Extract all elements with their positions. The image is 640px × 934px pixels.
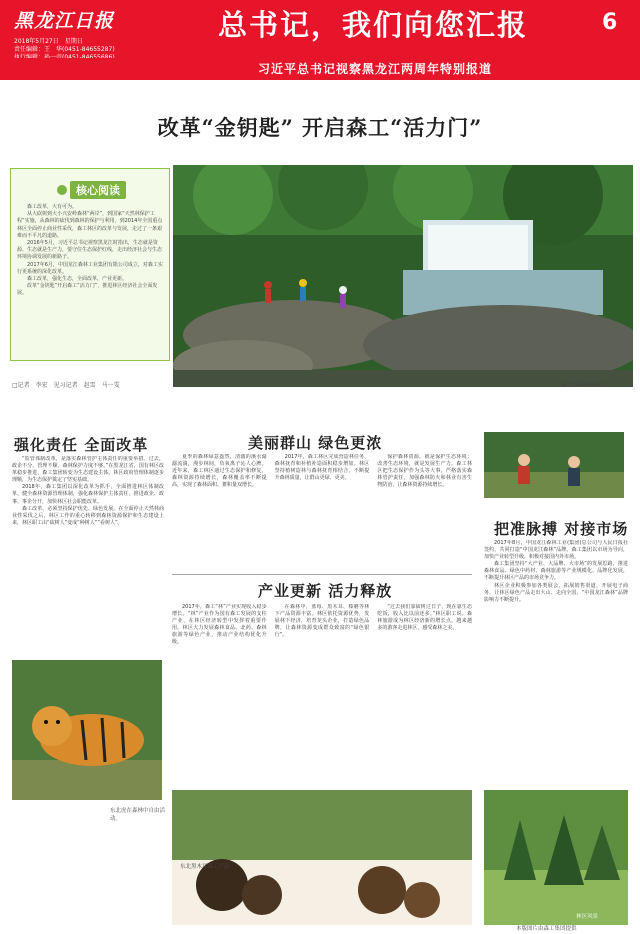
section-text-mountains [172, 454, 472, 572]
forest-product-image [172, 790, 472, 925]
paragraph: 在森林中，蓝莓、黑木耳、榛蘑等林下产品资源丰富。林区依托资源优势，发展林下经济，培育龙头企业，打造绿色品牌，让森林资源变成群众致富的“绿色银行”。 [274, 604, 370, 639]
core-reading-paragraph: 2017年6月，中国龙江森林工业集团有限公司成立，对森工实行更系统的深化改革。 [17, 261, 163, 275]
product-note: 东北黑木耳森工产品 [180, 864, 230, 870]
tiger-caption: 东北虎在森林中自由活动。 [110, 808, 166, 822]
section-text-reform [12, 456, 164, 654]
special-report-title: 习近平总书记视察黑龙江两周年特别报道 [257, 62, 492, 76]
paragraph: “监管体制改革，是落实森林管护主体责任的重要举措。过去，政企不分，管理不顺，森林保护力度不够。”在黑龙江省，国有林区改革稳步推进，森工集团转变为生态建设主体，林区政府管理体制逐步理顺，为生态保护奠定了坚实基础。 [12, 456, 164, 484]
photo-credit: 本版图片由森工集团提供 [516, 926, 577, 932]
paragraph: 2017年，森工“林”产业实现收入稳步增长。“林”产业作为国有森工发展的支柱产业，在林区经济转型中发挥着重要作用。林区大力发展森林食品、北药、森林旅游等绿色产业，推动产业结构优化升级。 [172, 604, 267, 646]
editor-line: 责任编辑：王 华(0451-84655287) [14, 46, 115, 53]
core-reading-box [10, 168, 170, 361]
forest-ad-caption: 林区风景 [576, 914, 599, 920]
paragraph: 林区企业积极参加各类展会，拓展销售渠道，开展电子商务，让林区绿色产品走出大山、走向全国，“中国龙江森林”品牌影响力不断提升。 [484, 582, 628, 603]
special-report-bar [0, 58, 640, 80]
paragraph: “过去我们靠砍树过日子，现在靠生态吃饭，收入比以前还多。”林区职工说。森林旅游成为林区经济新的增长点，越来越多的游客走进林区，感受森林之美。 [377, 604, 472, 632]
section-text-industry [172, 604, 472, 786]
newspaper-logo: 黑龙江日报 [14, 10, 115, 32]
core-reading-paragraph: 2016年5月，习近平总书记视察黑龙江时指出，生态就是资源、生态就是生产力，要守住生态保护红线，走出经济社会与生态环境协调发展的新路子。 [17, 240, 163, 261]
main-photo-waterfall [173, 165, 633, 387]
tiger-photo [12, 660, 162, 800]
core-reading-label: 核心阅读 [70, 181, 126, 199]
section-title-industry: 产业更新 活力释放 [258, 582, 393, 600]
paragraph: 保护森林资源，就是保护生态环境；改善生态环境，就是发展生产力。森工林区把生态保护作为头等大事，严格落实森林管护责任，加强森林防火和林业有害生物防治，让森林资源持续增长。 [377, 454, 472, 489]
section-title-reform: 强化责任 全面改革 [14, 436, 149, 454]
divider [172, 574, 472, 575]
right-forest-image [484, 790, 628, 925]
main-title: 改革“金钥匙” 开启森工“活力门” [157, 115, 483, 140]
byline: □记者 李宏 见习记者 赵雪 马一雯 [12, 382, 120, 389]
core-reading-paragraph: 改革“金钥匙”开启森工“活力门”，推进林区经济社会全面发展。 [17, 283, 158, 297]
main-photo-caption: 夏天的森林小风景 [562, 382, 607, 388]
paragraph: 森工改革，必须坚持保护优先、绿色发展。在全面停止天然林商业性采伐之后，林区工作的重心转移到森林资源保护和生态建设上来，林区职工由“砍树人”变成“种树人”“看树人”。 [12, 505, 164, 526]
right-photo-people [484, 432, 624, 498]
page-headline: 总书记，我们向您汇报 [217, 8, 528, 42]
section-title-mountains: 美丽群山 绿色更浓 [248, 434, 383, 452]
paragraph: 夏季的森林绿意盎然，清澈的溪水潺潺流淌，漫步林间，负氧离子沁人心脾。近年来，森工林区通过生态保护和修复，森林资源持续增长，森林覆盖率不断提高，实现了森林面积、蓄积量双增长。 [172, 454, 267, 489]
paragraph: 2017年，森工林区完成营造林任务，森林抚育和补植补造面积稳步增加。林区坚持植树造林与森林抚育相结合，不断提升森林质量，让群山更绿、更美。 [274, 454, 370, 482]
paragraph: 森工集团坚持“大产业、大品牌、大市场”的发展思路，推进森林食品、绿色中药材、森林旅游等产业规模化、品牌化发展，不断提升林区产品的市场竞争力。 [484, 561, 628, 582]
paragraph: 2018年，森工集团以深化改革为抓手，全面推进林区体制改革，健全森林资源管理体制，强化森林保护主体责任，推进政企、政事、事企分开，加快林区社会职能改革。 [12, 484, 164, 505]
section-text-market [484, 540, 628, 778]
section-title-market: 把准脉搏 对接市场 [494, 520, 629, 538]
masthead-bar [0, 0, 640, 58]
core-reading-paragraph: 森工改革，强化生态，全面改革，产业更新。 [27, 276, 128, 283]
page-number: 6 [602, 10, 618, 35]
core-reading-header [17, 181, 163, 199]
core-reading-paragraph: 森工改革，大有可为。 [27, 204, 78, 210]
leaf-icon [57, 185, 67, 195]
paragraph: 2017年8月，中国龙江森林工业(集团)总公司与人民日报社签约，共同打造“中国龙江森林”品牌。森工集团以市场为导向，加快产业转型升级，积极对接国内外市场。 [484, 540, 628, 561]
core-reading-paragraph: 从大砍树到大小兴安岭森林“两岸”，到国家“天然林保护工程”实施，从森林的砍伐到森林的保护与利用，到2014年全国重点林区全面停止商业性采伐，森工林区的改革与发展，走过了一条艰难而不平凡的道路。 [17, 211, 163, 239]
date-line: 2018年5月27日 星期日 [14, 38, 83, 45]
